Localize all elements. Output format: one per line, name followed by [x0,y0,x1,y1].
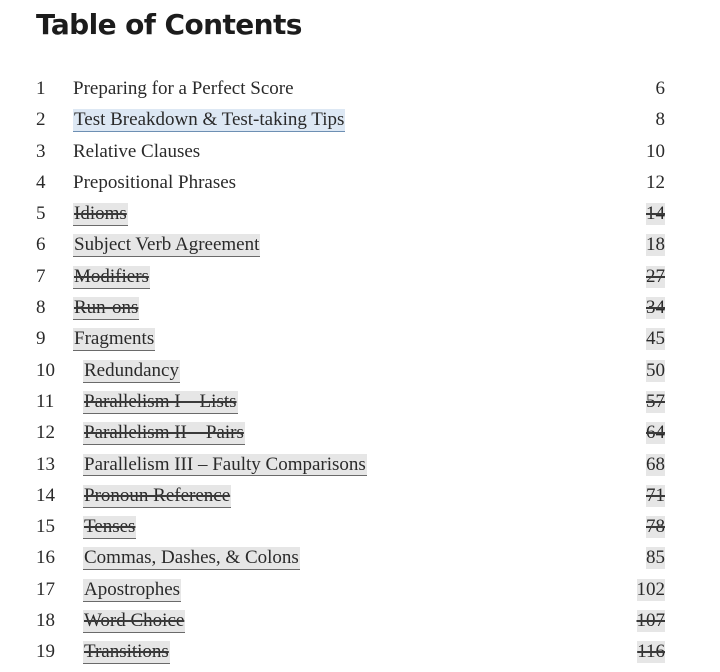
toc-entry-label[interactable]: Commas, Dashes, & Colons [84,547,299,569]
toc-entry[interactable] [0,293,720,324]
toc-entry[interactable] [0,105,720,136]
toc-entry-page: 85 [646,547,665,569]
toc-entry-number: 18 [36,610,55,632]
toc-entry-label[interactable]: Fragments [74,328,155,350]
toc-entry-page: 57 [646,390,665,412]
toc-entry[interactable] [0,356,720,387]
toc-entry-page: 50 [646,359,665,381]
toc-entry-number: 2 [36,109,46,131]
toc-entry-page: 12 [646,171,665,193]
toc-entry-page: 71 [646,484,665,506]
toc-entry-number: 8 [36,297,46,319]
toc-entry[interactable] [0,199,720,230]
page-title: Table of Contents [36,8,302,41]
toc-entry-page: 107 [636,610,665,632]
toc-entry-number: 9 [36,328,46,350]
toc-entry[interactable] [0,262,720,293]
toc-entry-label[interactable]: Run-ons [74,297,139,319]
toc-entry-label[interactable]: Parallelism II – Pairs [84,422,244,444]
toc-entry-number: 1 [36,78,46,99]
toc-entry-number: 5 [36,203,46,225]
toc-entry-number: 15 [36,516,55,538]
toc-entry-label[interactable]: Parallelism III – Faulty Comparisons [84,453,366,475]
toc-entry-number: 14 [36,484,55,506]
toc-entry-number: 10 [36,359,55,381]
toc-entry-label[interactable]: Preparing for a Perfect Score [73,78,294,99]
toc-entry-label[interactable]: Modifiers [74,265,149,287]
toc-entry-page: 116 [637,641,665,663]
toc-entry-number: 17 [36,578,55,600]
toc-entry-number: 12 [36,422,55,444]
toc-entry-page: 64 [646,422,665,444]
toc-entry[interactable] [0,168,720,199]
toc-entry-page: 68 [646,453,665,475]
toc-entry[interactable] [0,543,720,574]
toc-entry-number: 4 [36,171,46,193]
toc-entry-page: 45 [646,328,665,350]
toc-entry-page: 102 [636,578,665,600]
toc-entry-page: 18 [646,234,665,256]
toc-entry[interactable] [0,512,720,543]
toc-entry-number: 7 [36,265,46,287]
toc-entry-number: 6 [36,234,46,256]
toc-entry-number: 11 [36,390,55,412]
toc-entry[interactable] [0,481,720,512]
toc-entry[interactable] [0,575,720,606]
toc-entry[interactable] [0,606,720,637]
toc-entry-label[interactable]: Parallelism I – Lists [84,390,237,412]
toc-entry-page: 78 [646,516,665,538]
toc-entry-page: 34 [646,297,665,319]
toc-entry-label[interactable]: Word Choice [84,610,185,632]
toc-entry-label[interactable]: Idioms [74,203,127,225]
toc-entry-label[interactable]: Subject Verb Agreement [74,234,260,256]
toc-entry[interactable] [0,230,720,261]
toc-entry-label[interactable]: Relative Clauses [73,140,201,162]
toc-entry-label[interactable]: Test Breakdown & Test-taking Tips [74,109,345,131]
toc-entry-label[interactable]: Apostrophes [84,578,181,600]
toc-entry-page: 14 [646,203,665,225]
toc-entry[interactable] [0,324,720,355]
toc-entry[interactable] [0,637,720,668]
toc-entry[interactable] [0,418,720,449]
toc-entry[interactable] [0,137,720,168]
toc-entry-page: 10 [646,140,665,162]
toc-entry-page: 6 [655,78,665,99]
toc-entry[interactable] [0,387,720,418]
toc-entry-number: 3 [36,140,46,162]
toc-entry-label[interactable]: Tenses [84,516,136,538]
toc-entry-label[interactable]: Prepositional Phrases [73,171,237,193]
toc-entry-number: 13 [36,453,55,475]
toc-entry-number: 16 [36,547,55,569]
toc-entry-page: 8 [655,109,665,131]
toc-entry[interactable] [0,450,720,481]
toc-list [0,74,720,669]
toc-entry[interactable] [0,74,720,105]
toc-entry-label[interactable]: Pronoun Reference [84,484,231,506]
toc-entry-page: 27 [646,265,665,287]
toc-entry-label[interactable]: Redundancy [84,359,179,381]
toc-entry-number: 19 [36,641,55,663]
toc-entry-label[interactable]: Transitions [84,641,169,663]
